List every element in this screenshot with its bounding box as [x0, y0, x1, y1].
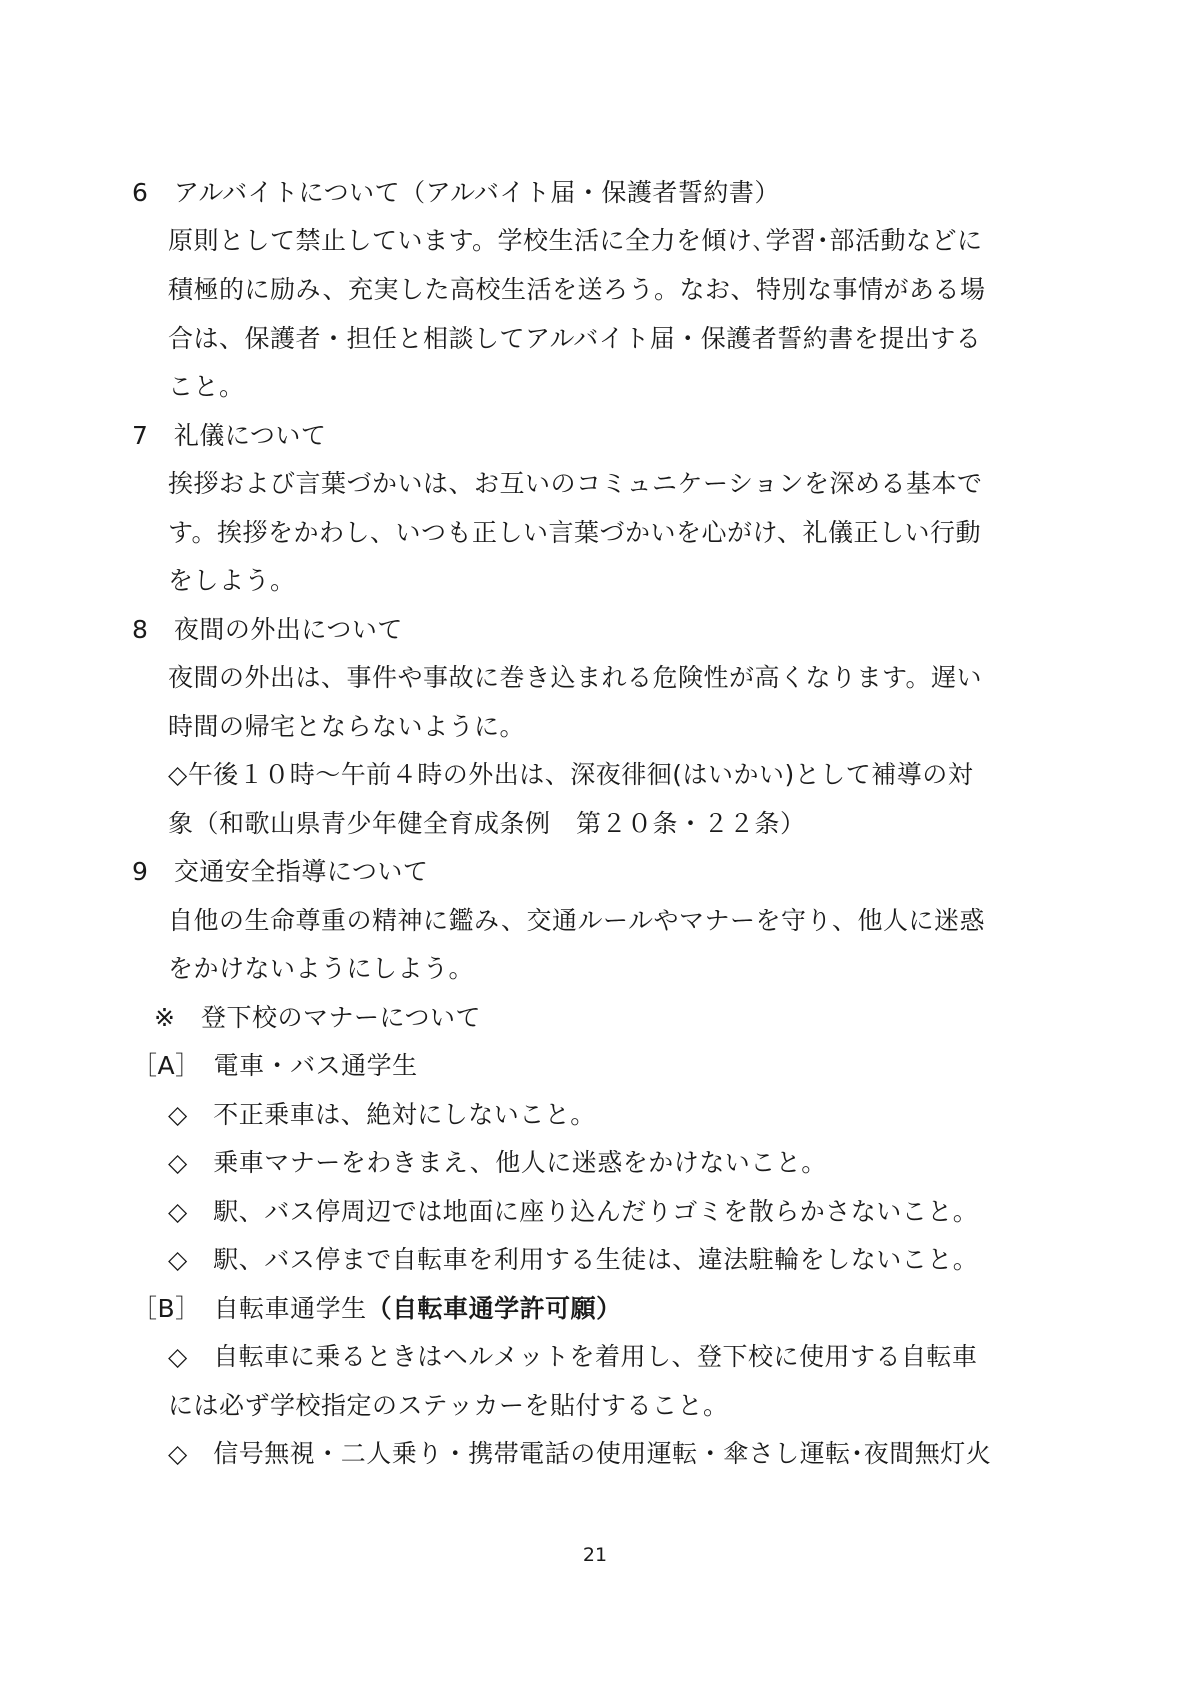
paragraph-line: 合は、保護者・担任と相談してアルバイト届・保護者誓約書を提出する — [168, 324, 982, 353]
bullet-item: ◇ 信号無視・二人乗り・携帯電話の使用運転・傘さし運転･夜間無灯火 — [168, 1439, 992, 1468]
paragraph-line: 時間の帰宅とならないように。 — [168, 712, 526, 741]
bullet-item: ◇ 駅、バス停周辺では地面に座り込んだりゴミを散らかさないこと。 — [168, 1197, 979, 1226]
note-heading: ※ 登下校のマナーについて — [154, 1003, 481, 1032]
subheading-a: ［A］ 電車・バス通学生 — [132, 1051, 418, 1080]
paragraph-line: す。挨拶をかわし、いつも正しい言葉づかいを心がけ、礼儀正しい行動 — [168, 518, 982, 547]
heading-9: 9 交通安全指導について — [132, 857, 429, 886]
bullet-item: ◇ 乗車マナーをわきまえ、他人に迷惑をかけないこと。 — [168, 1148, 827, 1177]
paragraph-line: 原則として禁止しています。学校生活に全力を傾け､学習･部活動などに — [168, 226, 983, 255]
paragraph-line: 積極的に励み、充実した高校生活を送ろう。なお、特別な事情がある場 — [168, 275, 986, 304]
paragraph-line: 夜間の外出は、事件や事故に巻き込まれる危険性が高くなります。遅い — [168, 663, 983, 692]
heading-8: 8 夜間の外出について — [132, 615, 403, 644]
paragraph-line: には必ず学校指定のステッカーを貼付すること。 — [168, 1391, 729, 1420]
heading-6: 6 アルバイトについて（アルバイト届・保護者誓約書） — [132, 178, 780, 207]
paragraph-line: こと。 — [168, 372, 245, 401]
bullet-item: ◇ 不正乗車は、絶対にしないこと。 — [168, 1100, 596, 1129]
paragraph-line: 自他の生命尊重の精神に鑑み、交通ルールやマナーを守り、他人に迷惑 — [168, 906, 986, 935]
heading-7: 7 礼儀について — [132, 421, 327, 450]
paragraph-line: 象（和歌山県青少年健全育成条例 第２０条・２２条） — [168, 809, 806, 838]
paragraph-line: 挨拶および言葉づかいは、お互いのコミュニケーションを深める基本で — [168, 469, 983, 498]
bullet-item: ◇ 駅、バス停まで自転車を利用する生徒は、違法駐輪をしないこと。 — [168, 1245, 979, 1274]
subheading-b-bold: （自転車通学許可願） — [366, 1294, 622, 1323]
paragraph-line: ◇午後１０時～午前４時の外出は、深夜徘徊(はいかい)として補導の対 — [168, 760, 974, 789]
subheading-b-text: ［B］ 自転車通学生 — [132, 1294, 367, 1323]
paragraph-line: をしよう。 — [168, 566, 296, 595]
page-number: 21 — [582, 1544, 608, 1566]
paragraph-line: をかけないようにしよう。 — [168, 954, 475, 983]
subheading-b — [132, 1292, 622, 1326]
bullet-item: ◇ 自転車に乗るときはヘルメットを着用し、登下校に使用する自転車 — [168, 1342, 978, 1371]
